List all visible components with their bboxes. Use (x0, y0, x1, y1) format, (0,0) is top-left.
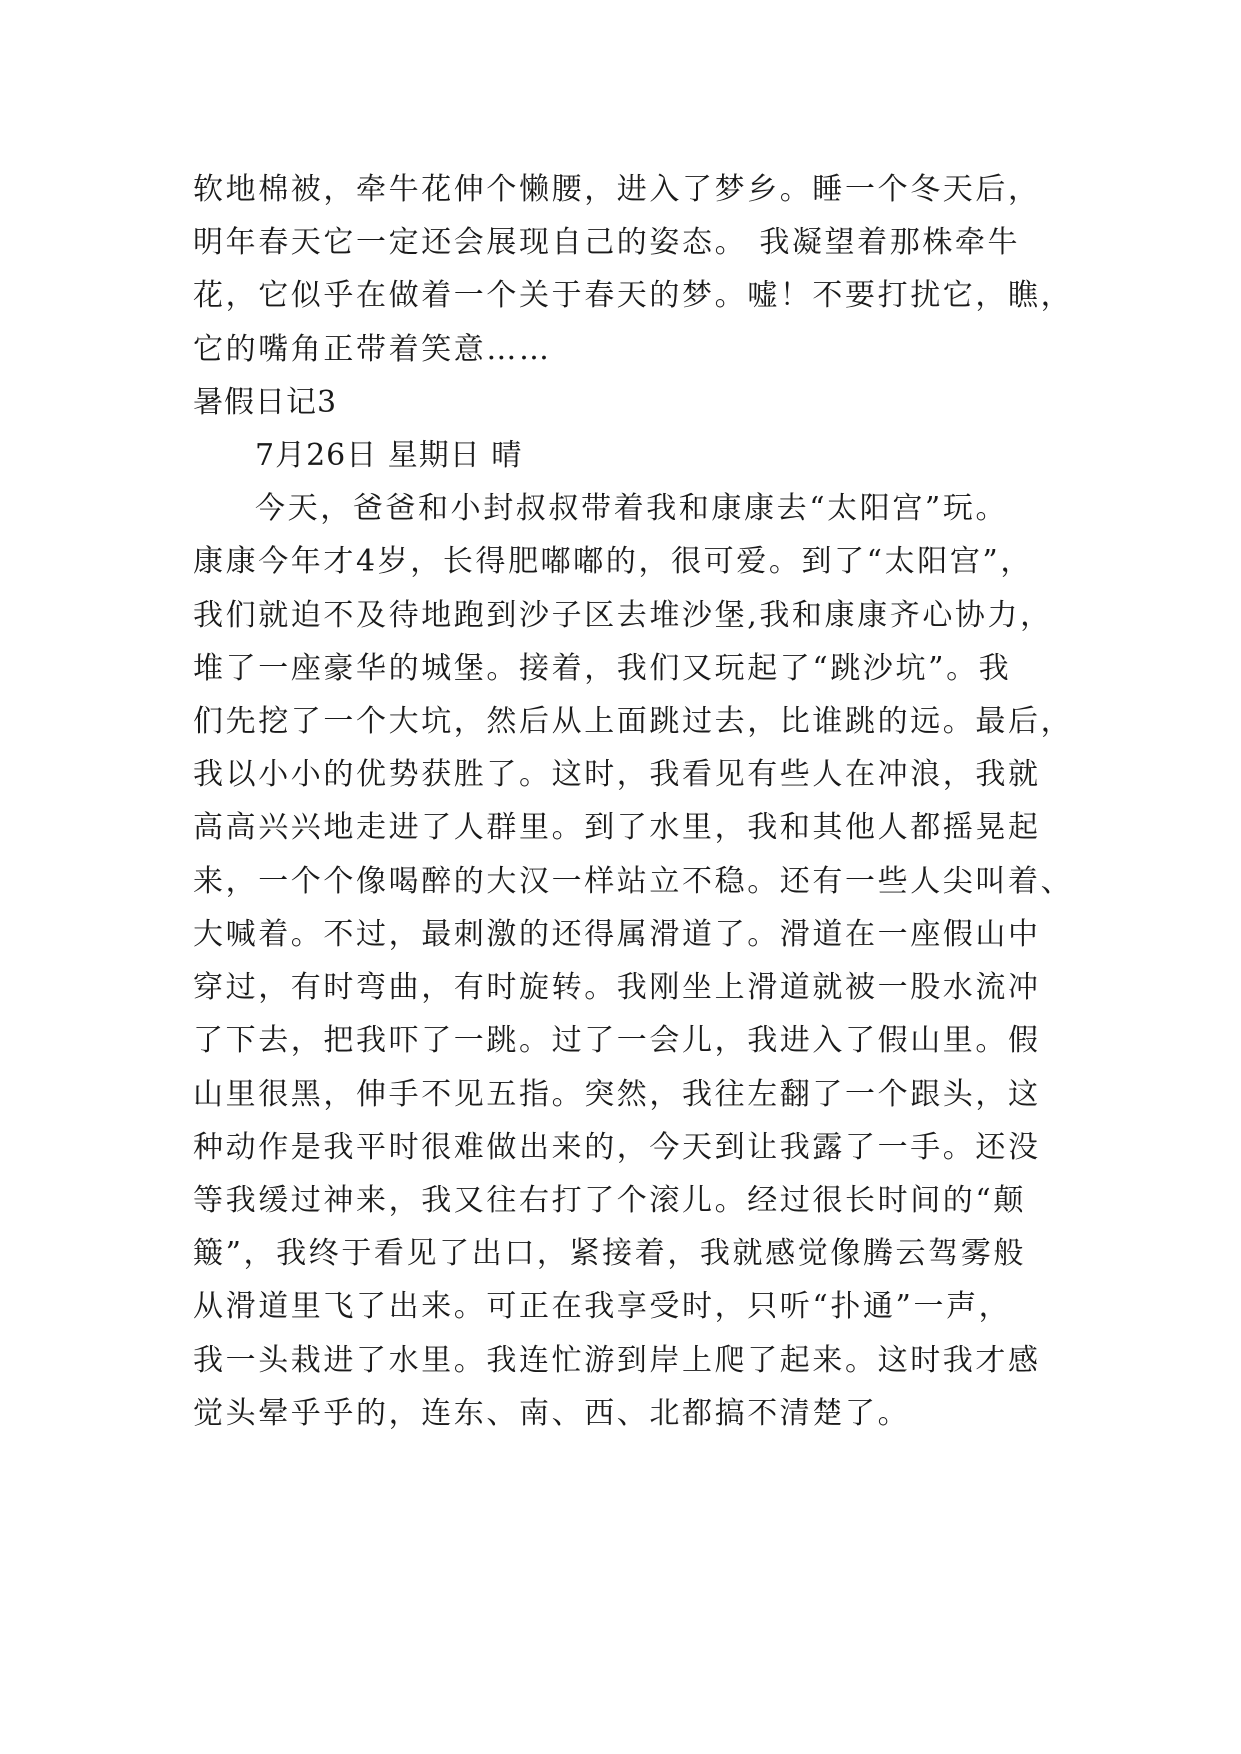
text-line: 们先挖了一个大坑，然后从上面跳过去，比谁跳的远。最后， (193, 704, 1073, 739)
text-line: 软地棉被，牵牛花伸个懒腰，进入了梦乡。睡一个冬天后， (193, 172, 1041, 207)
text-line: 穿过，有时弯曲，有时旋转。我刚坐上滑道就被一股水流冲 (193, 970, 1041, 1005)
text-line: 堆了一座豪华的城堡。接着，我们又玩起了“跳沙坑”。我 (193, 651, 1012, 686)
text-line: 康康今年才4岁，长得肥嘟嘟的，很可爱。到了“太阳宫”， (193, 544, 1033, 579)
section-title: 暑假日记3 (193, 385, 338, 420)
text-line: 花，它似乎在做着一个关于春天的梦。嘘！不要打扰它，瞧， (193, 278, 1073, 313)
text-line: 我以小小的优势获胜了。这时，我看见有些人在冲浪，我就 (193, 757, 1041, 792)
diary-date-line: 7月26日 星期日 晴 (255, 438, 523, 473)
text-line: 我们就迫不及待地跑到沙子区去堆沙堡,我和康康齐心协力， (193, 598, 1053, 633)
text-line: 簸”，我终于看见了出口，紧接着，我就感觉像腾云驾雾般 (193, 1236, 1026, 1271)
text-line: 了下去，把我吓了一跳。过了一会儿，我进入了假山里。假 (193, 1023, 1041, 1058)
text-line: 我一头栽进了水里。我连忙游到岸上爬了起来。这时我才感 (193, 1343, 1041, 1378)
text-line: 明年春天它一定还会展现自己的姿态。 我凝望着那株牵牛 (193, 225, 1021, 260)
text-line: 大喊着。不过，最刺激的还得属滑道了。滑道在一座假山中 (193, 917, 1041, 952)
text-line: 等我缓过神来，我又往右打了个滚儿。经过很长时间的“颠 (193, 1183, 1026, 1218)
text-line: 来，一个个像喝醉的大汉一样站立不稳。还有一些人尖叫着、 (193, 864, 1073, 899)
text-line: 种动作是我平时很难做出来的，今天到让我露了一手。还没 (193, 1130, 1041, 1165)
text-line: 它的嘴角正带着笑意…… (193, 332, 552, 367)
text-line: 今天，爸爸和小封叔叔带着我和康康去“太阳宫”玩。 (255, 491, 1009, 526)
text-line: 从滑道里飞了出来。可正在我享受时，只听“扑通”一声， (193, 1289, 1012, 1324)
text-line: 山里很黑，伸手不见五指。突然，我往左翻了一个跟头，这 (193, 1077, 1041, 1112)
text-line: 觉头晕乎乎的，连东、南、西、北都搞不清楚了。 (193, 1396, 911, 1431)
text-line: 高高兴兴地走进了人群里。到了水里，我和其他人都摇晃起 (193, 810, 1041, 845)
